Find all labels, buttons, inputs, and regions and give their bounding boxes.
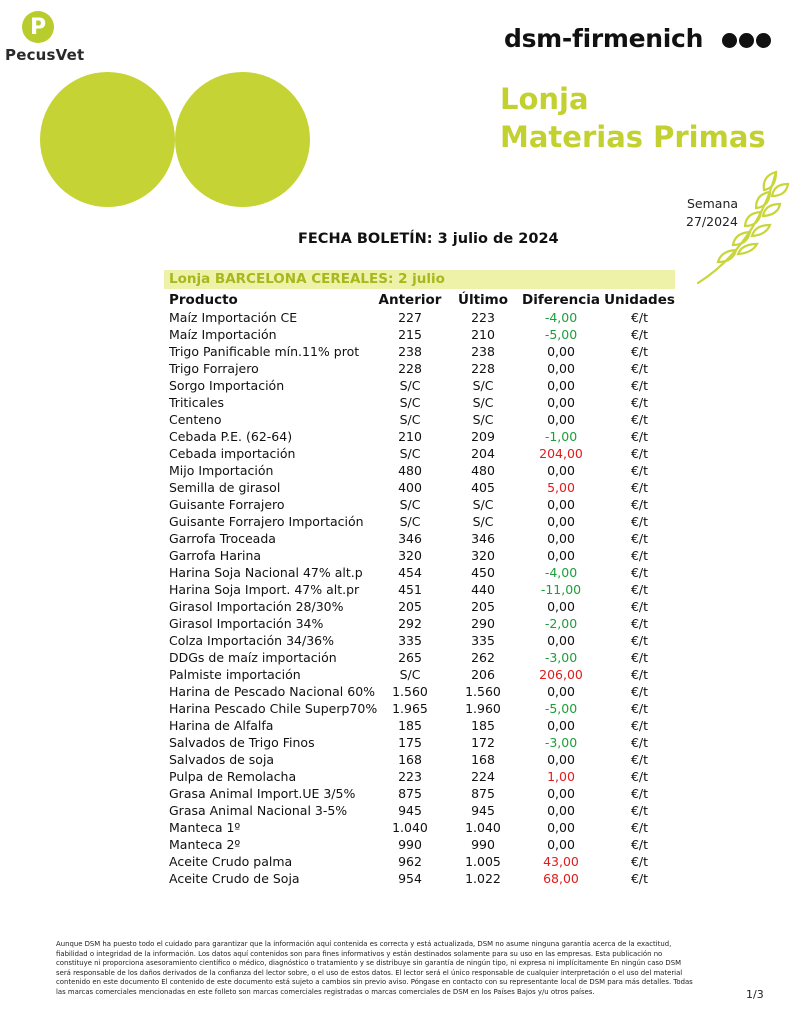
col-header-diferencia: Diferencia <box>521 292 601 308</box>
cell-ultimo: 320 <box>471 548 495 563</box>
cell-producto: Sorgo Importación <box>169 378 285 393</box>
cell-unidades: €/t <box>630 837 649 852</box>
legal-disclaimer: Aunque DSM ha puesto todo el cuidado para garantizar que la información aquí contenida es correcta y está actualizada, DSM no asume ninguna garantía acerca de la exactitud, fiabilidad o integridad de la información. Los datos aquí contenidos son para fines informativos y están destinados solamente para su uso en las empresas. Esta publicación no constituye ni proporciona asesoramiento científico o médico, diagnóstico o tratamiento y se distribuye sin garantía de ningún tipo, ni expresa ni implícitamente En ningún caso DSM será responsable de los daños derivados de la confianza del lector sobre, o el uso de estos datos. El lector será el único responsable de cualquier interpretación o el uso del material contenido en este documento El contenido de este documento está sujeto a cambios sin previo aviso. Póngase en contacto con su representante local de DSM para más detalles. Todas las marcas comerciales mencionadas en este folleto son marcas comerciales registradas o marcas comerciales de DSM en los Países Bajos y/u otros países. <box>56 940 693 996</box>
cell-producto: Aceite Crudo palma <box>169 854 293 869</box>
table-row <box>164 547 675 564</box>
cell-anterior: 875 <box>398 786 422 801</box>
table-title: Lonja BARCELONA CEREALES: 2 julio <box>164 270 675 289</box>
cell-producto: Guisante Forrajero Importación <box>169 514 364 529</box>
cell-unidades: €/t <box>630 701 649 716</box>
cell-producto: Maíz Importación CE <box>169 310 298 325</box>
cell-unidades: €/t <box>630 786 649 801</box>
cell-anterior: 990 <box>398 837 422 852</box>
cell-diferencia: 5,00 <box>547 480 575 495</box>
cell-unidades: €/t <box>630 650 649 665</box>
cell-anterior: S/C <box>399 395 421 410</box>
table-row <box>164 751 675 768</box>
cell-anterior: 1.560 <box>392 684 428 699</box>
cell-anterior: 223 <box>398 769 422 784</box>
cell-ultimo: S/C <box>472 514 494 529</box>
logo-letter: P <box>29 14 47 40</box>
table-row <box>164 581 675 598</box>
cell-anterior: 238 <box>398 344 422 359</box>
cell-ultimo: 185 <box>471 718 495 733</box>
table-row <box>164 683 675 700</box>
cell-diferencia: 0,00 <box>547 344 575 359</box>
brand-name: dsm-firmenich <box>504 24 704 53</box>
week-value: 27/2024 <box>686 214 738 229</box>
cell-ultimo: 335 <box>471 633 495 648</box>
cell-unidades: €/t <box>630 616 649 631</box>
cell-anterior: 1.040 <box>392 820 428 835</box>
cell-anterior: 215 <box>398 327 422 342</box>
cell-diferencia: 0,00 <box>547 378 575 393</box>
cell-producto: Grasa Animal Nacional 3-5% <box>169 803 348 818</box>
cell-producto: Harina Soja Nacional 47% alt.p <box>169 565 363 580</box>
cell-producto: Harina de Pescado Nacional 60% <box>169 684 376 699</box>
table-row <box>164 649 675 666</box>
col-header-anterior: Anterior <box>378 292 442 308</box>
cell-anterior: 954 <box>398 871 422 886</box>
cell-anterior: S/C <box>399 497 421 512</box>
cell-anterior: 346 <box>398 531 422 546</box>
week-indicator <box>686 195 738 231</box>
cell-unidades: €/t <box>630 548 649 563</box>
cell-ultimo: 238 <box>471 344 495 359</box>
cell-ultimo: 875 <box>471 786 495 801</box>
cell-ultimo: 1.005 <box>465 854 501 869</box>
cell-anterior: 185 <box>398 718 422 733</box>
cell-diferencia: 0,00 <box>547 514 575 529</box>
table-row <box>164 377 675 394</box>
table-body <box>164 309 675 887</box>
cell-producto: Maíz Importación <box>169 327 277 342</box>
cell-unidades: €/t <box>630 412 649 427</box>
cell-producto: Colza Importación 34/36% <box>169 633 334 648</box>
table-row <box>164 309 675 326</box>
cell-unidades: €/t <box>630 344 649 359</box>
cell-producto: Salvados de soja <box>169 752 275 767</box>
cell-ultimo: 172 <box>471 735 495 750</box>
cell-unidades: €/t <box>630 395 649 410</box>
cell-unidades: €/t <box>630 633 649 648</box>
cell-ultimo: 1.960 <box>465 701 501 716</box>
cell-ultimo: S/C <box>472 378 494 393</box>
cell-unidades: €/t <box>630 667 649 682</box>
cell-ultimo: 1.022 <box>465 871 501 886</box>
cell-diferencia: -4,00 <box>544 310 578 325</box>
table-row <box>164 768 675 785</box>
cell-diferencia: 0,00 <box>547 786 575 801</box>
cell-producto: Aceite Crudo de Soja <box>169 871 300 886</box>
cell-unidades: €/t <box>630 480 649 495</box>
cell-producto: Manteca 1º <box>169 820 241 835</box>
cell-anterior: 175 <box>398 735 422 750</box>
cell-ultimo: 450 <box>471 565 495 580</box>
page-title-line2: Materias Primas <box>500 120 766 154</box>
cell-diferencia: 0,00 <box>547 395 575 410</box>
cell-ultimo: 224 <box>471 769 495 784</box>
cell-producto: DDGs de maíz importación <box>169 650 337 665</box>
decorative-circle-1 <box>40 72 175 207</box>
cell-anterior: 451 <box>398 582 422 597</box>
cell-anterior: 400 <box>398 480 422 495</box>
cell-anterior: 335 <box>398 633 422 648</box>
cell-unidades: €/t <box>630 514 649 529</box>
cell-anterior: 292 <box>398 616 422 631</box>
cell-producto: Pulpa de Remolacha <box>169 769 297 784</box>
price-table <box>164 270 675 887</box>
brand-dots-icon <box>722 33 771 48</box>
cell-unidades: €/t <box>630 769 649 784</box>
cell-ultimo: 223 <box>471 310 495 325</box>
cell-diferencia: 206,00 <box>539 667 583 682</box>
cell-anterior: S/C <box>399 378 421 393</box>
cell-producto: Cebada importación <box>169 446 296 461</box>
cell-unidades: €/t <box>630 463 649 478</box>
cell-diferencia: 0,00 <box>547 820 575 835</box>
cell-unidades: €/t <box>630 378 649 393</box>
cell-unidades: €/t <box>630 429 649 444</box>
cell-diferencia: -3,00 <box>544 650 578 665</box>
cell-unidades: €/t <box>630 871 649 886</box>
cell-diferencia: 0,00 <box>547 803 575 818</box>
bulletin-date: FECHA BOLETÍN: 3 julio de 2024 <box>298 231 559 247</box>
cell-unidades: €/t <box>630 684 649 699</box>
cell-anterior: 205 <box>398 599 422 614</box>
cell-diferencia: 1,00 <box>547 769 575 784</box>
table-row <box>164 802 675 819</box>
cell-anterior: S/C <box>399 667 421 682</box>
cell-diferencia: 0,00 <box>547 752 575 767</box>
cell-unidades: €/t <box>630 361 649 376</box>
cell-producto: Girasol Importación 28/30% <box>169 599 344 614</box>
cell-producto: Guisante Forrajero <box>169 497 285 512</box>
cell-producto: Palmiste importación <box>169 667 301 682</box>
cell-ultimo: 209 <box>471 429 495 444</box>
cell-producto: Triticales <box>169 395 224 410</box>
cell-producto: Grasa Animal Import.UE 3/5% <box>169 786 356 801</box>
cell-diferencia: -5,00 <box>544 701 578 716</box>
table-row <box>164 530 675 547</box>
cell-diferencia: 68,00 <box>543 871 579 886</box>
cell-unidades: €/t <box>630 820 649 835</box>
cell-diferencia: -11,00 <box>540 582 582 597</box>
cell-diferencia: 0,00 <box>547 718 575 733</box>
table-row <box>164 496 675 513</box>
cell-anterior: S/C <box>399 514 421 529</box>
cell-anterior: 168 <box>398 752 422 767</box>
cell-producto: Garrofa Harina <box>169 548 262 563</box>
cell-unidades: €/t <box>630 718 649 733</box>
cell-diferencia: 0,00 <box>547 412 575 427</box>
cell-diferencia: 0,00 <box>547 548 575 563</box>
cell-unidades: €/t <box>630 327 649 342</box>
cell-diferencia: 0,00 <box>547 633 575 648</box>
cell-producto: Harina Soja Import. 47% alt.pr <box>169 582 360 597</box>
cell-ultimo: 440 <box>471 582 495 597</box>
cell-ultimo: 290 <box>471 616 495 631</box>
cell-ultimo: S/C <box>472 395 494 410</box>
cell-producto: Manteca 2º <box>169 837 241 852</box>
cell-producto: Harina Pescado Chile Superp70% <box>169 701 378 716</box>
cell-producto: Mijo Importación <box>169 463 274 478</box>
table-row <box>164 394 675 411</box>
cell-anterior: 210 <box>398 429 422 444</box>
page-number: 1/3 <box>746 988 764 1001</box>
cell-ultimo: 206 <box>471 667 495 682</box>
cell-anterior: 962 <box>398 854 422 869</box>
cell-diferencia: -3,00 <box>544 735 578 750</box>
cell-producto: Trigo Panificable mín.11% prot <box>169 344 360 359</box>
pecusvet-logo-text: PecusVet <box>5 46 85 64</box>
table-row <box>164 343 675 360</box>
cell-diferencia: -4,00 <box>544 565 578 580</box>
pecusvet-logo-icon <box>22 11 54 43</box>
cell-unidades: €/t <box>630 599 649 614</box>
table-row <box>164 666 675 683</box>
page-title-line1: Lonja <box>500 82 589 116</box>
cell-diferencia: 0,00 <box>547 361 575 376</box>
cell-ultimo: 205 <box>471 599 495 614</box>
cell-diferencia: 0,00 <box>547 837 575 852</box>
cell-anterior: 1.965 <box>392 701 428 716</box>
cell-ultimo: 204 <box>471 446 495 461</box>
table-row <box>164 513 675 530</box>
cell-producto: Semilla de girasol <box>169 480 281 495</box>
table-row <box>164 632 675 649</box>
cell-ultimo: 1.560 <box>465 684 501 699</box>
table-row <box>164 479 675 496</box>
cell-anterior: 227 <box>398 310 422 325</box>
cell-ultimo: 346 <box>471 531 495 546</box>
cell-producto: Garrofa Troceada <box>169 531 276 546</box>
table-row <box>164 598 675 615</box>
cell-unidades: €/t <box>630 565 649 580</box>
table-row <box>164 462 675 479</box>
table-row <box>164 819 675 836</box>
cell-anterior: S/C <box>399 446 421 461</box>
table-row <box>164 717 675 734</box>
cell-unidades: €/t <box>630 531 649 546</box>
cell-diferencia: 0,00 <box>547 463 575 478</box>
cell-unidades: €/t <box>630 310 649 325</box>
cell-ultimo: 1.040 <box>465 820 501 835</box>
table-row <box>164 734 675 751</box>
cell-unidades: €/t <box>630 735 649 750</box>
cell-diferencia: 204,00 <box>539 446 583 461</box>
cell-ultimo: 480 <box>471 463 495 478</box>
decorative-circle-2 <box>175 72 310 207</box>
cell-ultimo: 168 <box>471 752 495 767</box>
cell-unidades: €/t <box>630 582 649 597</box>
cell-producto: Harina de Alfalfa <box>169 718 274 733</box>
cell-producto: Centeno <box>169 412 222 427</box>
cell-anterior: 945 <box>398 803 422 818</box>
cell-unidades: €/t <box>630 803 649 818</box>
cell-diferencia: 0,00 <box>547 599 575 614</box>
table-row <box>164 360 675 377</box>
cell-ultimo: 945 <box>471 803 495 818</box>
cell-producto: Salvados de Trigo Finos <box>169 735 315 750</box>
table-row <box>164 326 675 343</box>
table-row <box>164 428 675 445</box>
cell-anterior: S/C <box>399 412 421 427</box>
cell-unidades: €/t <box>630 497 649 512</box>
cell-diferencia: 0,00 <box>547 531 575 546</box>
cell-anterior: 320 <box>398 548 422 563</box>
cell-unidades: €/t <box>630 446 649 461</box>
table-row <box>164 853 675 870</box>
cell-producto: Girasol Importación 34% <box>169 616 324 631</box>
table-row <box>164 785 675 802</box>
cell-diferencia: 0,00 <box>547 497 575 512</box>
table-header-row <box>164 291 675 309</box>
table-row <box>164 445 675 462</box>
table-row <box>164 615 675 632</box>
cell-diferencia: -5,00 <box>544 327 578 342</box>
cell-anterior: 228 <box>398 361 422 376</box>
cell-ultimo: S/C <box>472 497 494 512</box>
cell-unidades: €/t <box>630 854 649 869</box>
cell-unidades: €/t <box>630 752 649 767</box>
table-row <box>164 836 675 853</box>
cell-anterior: 454 <box>398 565 422 580</box>
week-label: Semana <box>687 196 739 211</box>
table-row <box>164 411 675 428</box>
cell-ultimo: 262 <box>471 650 495 665</box>
cell-ultimo: 990 <box>471 837 495 852</box>
cell-ultimo: S/C <box>472 412 494 427</box>
cell-diferencia: -2,00 <box>544 616 578 631</box>
table-row <box>164 870 675 887</box>
col-header-unidades: Unidades <box>604 292 675 308</box>
table-row <box>164 700 675 717</box>
cell-anterior: 265 <box>398 650 422 665</box>
cell-ultimo: 228 <box>471 361 495 376</box>
cell-producto: Cebada P.E. (62-64) <box>169 429 293 444</box>
cell-diferencia: 0,00 <box>547 684 575 699</box>
cell-ultimo: 405 <box>471 480 495 495</box>
cell-diferencia: 43,00 <box>543 854 579 869</box>
cell-ultimo: 210 <box>471 327 495 342</box>
col-header-producto: Producto <box>169 292 238 308</box>
cell-diferencia: -1,00 <box>544 429 578 444</box>
col-header-ultimo: Último <box>457 292 508 308</box>
cell-producto: Trigo Forrajero <box>169 361 259 376</box>
cell-anterior: 480 <box>398 463 422 478</box>
table-row <box>164 564 675 581</box>
